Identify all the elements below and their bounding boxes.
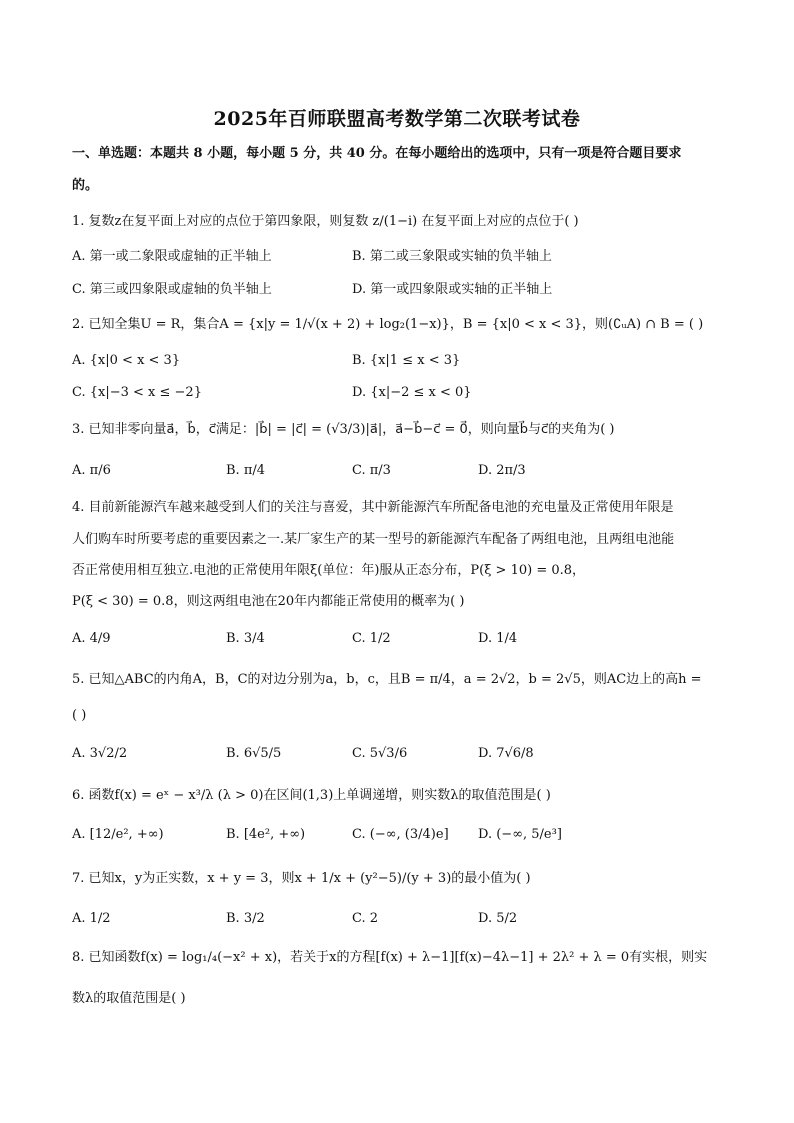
question-6-option-d: D. (−∞, 5/e³] — [478, 827, 562, 842]
question-3-option-a: A. π/6 — [72, 463, 111, 478]
question-1-option-b: B. 第二或三象限或实轴的负半轴上 — [352, 249, 552, 264]
page-title: 2025年百师联盟高考数学第二次联考试卷 — [213, 108, 581, 130]
question-3-option-d: D. 2π/3 — [478, 463, 526, 478]
section-heading-line1: 一、单选题：本题共 8 小题，每小题 5 分，共 40 分。在每小题给出的选项中，只有一项是符合题目要求 — [72, 146, 682, 161]
question-2-option-a: A. {x|0 < x < 3} — [72, 353, 181, 368]
question-4-option-b: B. 3/4 — [226, 631, 265, 646]
question-5-option-a: A. 3√2/2 — [72, 746, 128, 761]
question-7-stem: 7. 已知x，y为正实数，x + y = 3，则x + 1/x + (y²−5)/(y + 3)的最小值为( ) — [72, 871, 531, 886]
question-8-stem-line2: 数λ的取值范围是( ) — [72, 991, 186, 1006]
question-4-option-d: D. 1/4 — [478, 631, 518, 646]
question-5-option-d: D. 7√6/8 — [478, 746, 534, 761]
question-4-stem-line4: P(ξ < 30) = 0.8，则这两组电池在20年内都能正常使用的概率为( ) — [72, 594, 465, 609]
question-3-option-c: C. π/3 — [352, 463, 391, 478]
question-6-stem: 6. 函数f(x) = eˣ − x³/λ (λ > 0)在区间(1,3)上单调递增，则实数λ的取值范围是( ) — [72, 788, 551, 803]
question-6-option-a: A. [12/e², +∞) — [72, 827, 164, 842]
question-2-stem: 2. 已知全集U = R，集合A = {x|y = 1/√(x + 2) + log₂(1−x)}，B = {x|0 < x < 3}，则(∁ᵤA) ∩ B = ( ) — [72, 317, 704, 332]
question-1-option-a: A. 第一或二象限或虚轴的正半轴上 — [72, 249, 272, 264]
question-5-stem-line1: 5. 已知△ABC的内角A，B，C的对边分别为a，b，c，且B = π/4，a = 2√2，b = 2√5，则AC边上的高h = — [72, 672, 702, 687]
question-6-option-b: B. [4e², +∞) — [226, 827, 306, 842]
question-2-option-c: C. {x|−3 < x ≤ −2} — [72, 385, 202, 400]
question-4-stem-line1: 4. 目前新能源汽车越来越受到人们的关注与喜爱，其中新能源汽车所配备电池的充电量及正常使用年限是 — [72, 500, 674, 515]
question-1-option-c: C. 第三或四象限或虚轴的负半轴上 — [72, 282, 272, 297]
question-4-option-a: A. 4/9 — [72, 631, 111, 646]
question-7-option-b: B. 3/2 — [226, 911, 265, 926]
question-1-option-d: D. 第一或四象限或实轴的正半轴上 — [352, 282, 553, 297]
question-2-option-d: D. {x|−2 ≤ x < 0} — [352, 385, 472, 400]
question-7-option-c: C. 2 — [352, 911, 379, 926]
question-1-stem: 1. 复数z在复平面上对应的点位于第四象限，则复数 z/(1−i) 在复平面上对应的点位于( ) — [72, 214, 579, 229]
question-3-option-b: B. π/4 — [226, 463, 266, 478]
question-4-option-c: C. 1/2 — [352, 631, 391, 646]
question-6-option-c: C. (−∞, (3/4)e] — [352, 827, 449, 842]
question-8-stem-line1: 8. 已知函数f(x) = log₁/₄(−x² + x)，若关于x的方程[f(x) + λ−1][f(x)−4λ−1] + 2λ² + λ = 0有实根，则实 — [72, 950, 708, 965]
question-5-stem-line2: ( ) — [72, 708, 87, 723]
question-4-stem-line2: 人们购车时所要考虑的重要因素之一.某厂家生产的某一型号的新能源汽车配备了两组电池，且两组电池能 — [72, 532, 675, 547]
question-3-stem: 3. 已知非零向量a⃗，b⃗，c⃗满足：|b⃗| = |c⃗| = (√3/3)|a⃗|，a⃗−b⃗−c⃗ = 0⃗，则向量b⃗与c⃗的夹角为( ) — [72, 422, 615, 437]
question-7-option-d: D. 5/2 — [478, 911, 518, 926]
section-heading-line2: 的。 — [72, 178, 99, 193]
question-2-option-b: B. {x|1 ≤ x < 3} — [352, 353, 461, 368]
question-7-option-a: A. 1/2 — [72, 911, 111, 926]
question-5-option-b: B. 6√5/5 — [226, 746, 282, 761]
question-4-stem-line3: 否正常使用相互独立.电池的正常使用年限ξ(单位：年)服从正态分布，P(ξ > 10) = 0.8， — [72, 563, 586, 578]
question-5-option-c: C. 5√3/6 — [352, 746, 408, 761]
